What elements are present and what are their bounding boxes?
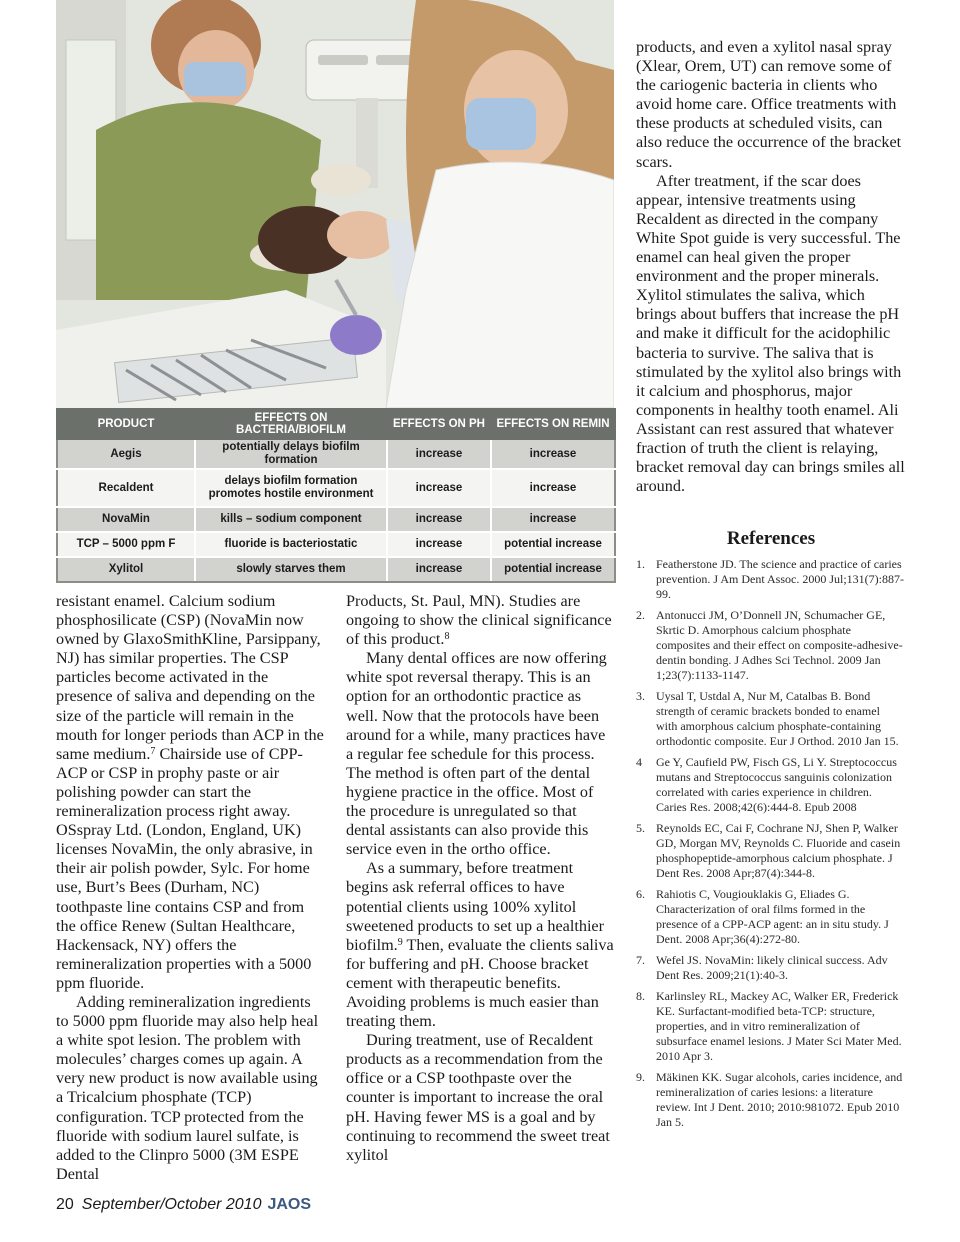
- table-row: [57, 507, 615, 532]
- header-remin: EFFECTS ON REMIN: [491, 409, 615, 439]
- cell-ph: increase: [387, 507, 491, 532]
- table-row: [57, 469, 615, 507]
- header-bacteria: EFFECTS ON BACTERIA/BIOFILM: [195, 409, 387, 439]
- reference-item: [636, 608, 904, 683]
- paragraph: products, and even a xylitol nasal spray (Xlear, Orem, UT) can remove some of the cariogenic bacteria in clients who avoid home care. Office treatments with these products at scheduled visits, can also reduce the occurrence of the bracket scars.: [636, 38, 902, 171]
- cell-bacteria: delays biofilm formation promotes hostile environment: [195, 469, 387, 507]
- reference-number: 6.: [636, 887, 645, 901]
- cell-remin: increase: [491, 507, 615, 532]
- reference-item: [636, 557, 904, 602]
- reference-number: 3.: [636, 689, 645, 703]
- reference-item: [636, 953, 904, 983]
- reference-text: Karlinsley RL, Mackey AC, Walker ER, Frederick KE. Surfactant-modified beta-TCP: structure, properties, and in vitro remineralization of subsurface enamel lesions. J Mater Sci Mater Med. 2010 Apr 3.: [656, 989, 902, 1063]
- citation-ref: 7: [150, 745, 156, 757]
- reference-text: Rahiotis C, Vougiouklakis G, Eliades G. Characterization of oral films formed in the presence of a CPP-ACP agent: an in situ study. J Dent. 2008 Apr;36(4):272-80.: [656, 887, 889, 946]
- cell-ph: increase: [387, 532, 491, 557]
- article-column-1: [56, 592, 326, 1184]
- paragraph: During treatment, use of Recaldent products as a recommendation from the office or a CSP toothpaste over the counter is important to increase the oral pH. Having fewer MS is a goal and by continuing to recommend the sweet treat xylitol: [346, 1031, 610, 1164]
- paragraph-text: resistant enamel. Calcium sodium phosphosilicate (CSP) (NovaMin now owned by GlaxoSmithKline, Parsippany, NJ) has similar properties. The CSP particles become activated in the presence of saliva and depending on the size of the particle will remain in the mouth for longer periods than ACP in the same medium.: [56, 592, 324, 763]
- reference-number: 2.: [636, 608, 645, 622]
- header-product: PRODUCT: [57, 409, 195, 439]
- cell-bacteria: kills – sodium component: [195, 507, 387, 532]
- reference-text: Mäkinen KK. Sugar alcohols, caries incidence, and remineralization of caries lesions: a literature review. Int J Dent. 2010; 2010:981072. Epub 2010 Jan 5.: [656, 1070, 903, 1129]
- cell-product: Aegis: [57, 439, 195, 469]
- cell-remin: increase: [491, 469, 615, 507]
- cell-bacteria: slowly starves them: [195, 557, 387, 582]
- paragraph-text: As a summary, before treatment begins ask referral offices to have potential clients using 100% xylitol sweetened products to set up a healthier biofilm.: [346, 859, 605, 954]
- reference-number: 9.: [636, 1070, 645, 1084]
- article-column-2: [346, 592, 616, 1165]
- reference-item: [636, 689, 904, 749]
- reference-item: [636, 821, 904, 881]
- reference-number: 8.: [636, 989, 645, 1003]
- reference-number: 5.: [636, 821, 645, 835]
- reference-item: [636, 1070, 904, 1130]
- reference-item: [636, 887, 904, 947]
- cell-bacteria: fluoride is bacteriostatic: [195, 532, 387, 557]
- citation-ref: 8: [444, 631, 450, 643]
- dental-office-photo: [56, 0, 614, 408]
- paragraph-text: Then, evaluate the clients saliva for buffering and pH. Choose bracket cement with therapeutic benefits. Avoiding problems is much easier than treating them.: [346, 935, 614, 1031]
- table-row: [57, 439, 615, 469]
- paragraph-text: Chairside use of CPP-ACP or CSP in prophy paste or air polishing powder can start the remineralization process right away. OSspray Ltd. (London, England, UK) licenses NovaMin, the only abrasive, in their air polish powder, Sylc. For home use, Burt’s Bees (Durham, NC) toothpaste line contains CSP and from the office Renew (Sultan Healthcare, Hackensack, NY) offers the remineralization properties with a 5000 ppm fluoride.: [56, 744, 313, 992]
- paragraph-text: Products, St. Paul, MN). Studies are ongoing to show the clinical significance of this product.: [346, 592, 612, 649]
- cell-product: TCP – 5000 ppm F: [57, 532, 195, 557]
- paragraph: After treatment, if the scar does appear, intensive treatments using Recaldent as directed in the company White Spot guide is very successful. The enamel can heal given the proper environment and the proper minerals. Xylitol stimulates the saliva, which brings about buffers that increase the pH and make it difficult for the acidophilic bacteria to survive. The saliva that is stimulated by the xylitol also brings with it calcium and phosphorus, major components in healthy tooth enamel. Ali Assistant can rest assured that whatever fraction of truth the client is relaying, bracket removal day can brings smiles all around.: [636, 171, 905, 496]
- article-column-3: [636, 38, 906, 496]
- paragraph: [346, 859, 616, 1031]
- reference-item: [636, 755, 904, 815]
- cell-ph: increase: [387, 439, 491, 469]
- cell-remin: potential increase: [491, 532, 615, 557]
- cell-product: NovaMin: [57, 507, 195, 532]
- header-ph: EFFECTS ON PH: [387, 409, 491, 439]
- reference-text: Uysal T, Ustdal A, Nur M, Catalbas B. Bond strength of ceramic brackets bonded to enamel with amorphous calcium phosphate-containing orthodontic composite. Eur J Orthod. 2010 Jan 15.: [656, 689, 899, 748]
- reference-text: Reynolds EC, Cai F, Cochrane NJ, Shen P, Walker GD, Morgan MV, Reynolds C. Fluoride and casein phosphopeptide-amorphous calcium phosphate. J Dent Res. 2008 Apr;87(4):344-8.: [656, 821, 901, 880]
- reference-number: 1.: [636, 557, 645, 571]
- page-footer: [56, 1196, 311, 1214]
- table-row: [57, 557, 615, 582]
- reference-text: Featherstone JD. The science and practice of caries prevention. J Am Dent Assoc. 2000 Jul;131(7):887-99.: [656, 557, 904, 601]
- references-list: [636, 557, 904, 1136]
- cell-product: Xylitol: [57, 557, 195, 582]
- reference-item: [636, 989, 904, 1064]
- reference-number: 4: [636, 755, 642, 769]
- paragraph: Many dental offices are now offering white spot reversal therapy. This is an option for an orthodontic practice as well. Now that the protocols have been around for a while, many practices have a regular fee schedule for this process. The method is often part of the dental hygiene practice in the office. Most of the procedure is unregulated so that dental assistants can also provide this service even in the ortho office.: [346, 649, 607, 859]
- citation-ref: 9: [397, 936, 403, 948]
- paragraph: [56, 592, 326, 993]
- page-number: 20: [56, 1196, 74, 1213]
- cell-remin: increase: [491, 439, 615, 469]
- cell-ph: increase: [387, 469, 491, 507]
- cell-ph: increase: [387, 557, 491, 582]
- reference-text: Antonucci JM, O’Donnell JN, Schumacher GE, Skrtic D. Amorphous calcium phosphate composites and their effect on composite-adhesive-dentin bonding. J Adhes Sci Technol. 2009 Jan 1;23(7):1133-1147.: [656, 608, 903, 682]
- issue-date: September/October 2010: [81, 1196, 262, 1213]
- reference-text: Ge Y, Caufield PW, Fisch GS, Li Y. Streptococcus mutans and Streptococcus sanguinis colonization correlated with caries experience in children. Caries Res. 2008;42(6):444-8. Epub 2008: [656, 755, 897, 814]
- cell-bacteria: potentially delays biofilm formation: [195, 439, 387, 469]
- reference-text: Wefel JS. NovaMin: likely clinical success. Adv Dent Res. 2009;21(1):40-3.: [656, 953, 888, 982]
- cell-remin: potential increase: [491, 557, 615, 582]
- references-heading: References: [726, 528, 816, 549]
- product-effects-table: [56, 408, 616, 583]
- paragraph: [346, 592, 616, 649]
- reference-number: 7.: [636, 953, 645, 967]
- magazine-name: JAOS: [267, 1196, 312, 1213]
- table-row: [57, 532, 615, 557]
- paragraph: Adding remineralization ingredients to 5000 ppm fluoride may also help heal a white spot lesion. The problem with molecules’ charges comes up again. A very new product is now available using a Tricalcium phosphate (TCP) configuration. TCP protected from the fluoride with sodium laurel sulfate, is added to the Clinpro 5000 (3M ESPE Dental: [56, 992, 319, 1183]
- cell-product: Recaldent: [57, 469, 195, 507]
- table-header-row: [57, 409, 615, 439]
